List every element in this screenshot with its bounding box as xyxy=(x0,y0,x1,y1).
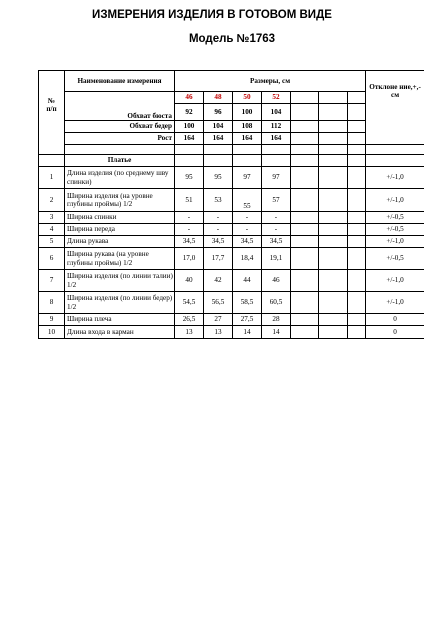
value-cell: 40 xyxy=(175,270,204,292)
row-number: 4 xyxy=(39,224,65,236)
value-cell: 55 xyxy=(233,189,262,212)
deviation-cell: +/-0,5 xyxy=(366,212,424,224)
measurement-name: Ширина изделия (по линии талии) 1/2 xyxy=(65,270,175,292)
value-cell: 28 xyxy=(262,314,291,326)
value-cell: 17,0 xyxy=(175,248,204,270)
table-row xyxy=(39,212,424,224)
measurement-name: Ширина рукава (на уровне глубины проймы) 1/2 xyxy=(65,248,175,270)
row-number: 3 xyxy=(39,212,65,224)
measurement-name: Ширина спинки xyxy=(65,212,175,224)
value-cell: - xyxy=(204,224,233,236)
height-value: 164 xyxy=(175,133,204,145)
table-row xyxy=(39,326,424,339)
table-row xyxy=(39,224,424,236)
hip-value: 104 xyxy=(204,121,233,133)
value-cell: - xyxy=(175,212,204,224)
deviation-cell: +/-0,5 xyxy=(366,248,424,270)
value-cell: 13 xyxy=(204,326,233,339)
deviation-cell: 0 xyxy=(366,314,424,326)
value-cell: 17,7 xyxy=(204,248,233,270)
value-cell: 27,5 xyxy=(233,314,262,326)
deviation-cell: +/-1,0 xyxy=(366,189,424,212)
value-cell: 57 xyxy=(262,189,291,212)
table-row xyxy=(39,292,424,314)
bust-value: 104 xyxy=(262,104,291,121)
deviation-cell: +/-1,0 xyxy=(366,167,424,189)
table-row xyxy=(39,189,424,212)
value-cell: 14 xyxy=(262,326,291,339)
row-number: 1 xyxy=(39,167,65,189)
value-cell: 51 xyxy=(175,189,204,212)
row-number: 10 xyxy=(39,326,65,339)
measurement-name: Длина изделия (по среднему шву спинки) xyxy=(65,167,175,189)
number-column-header: № п/п xyxy=(39,71,65,155)
deviation-cell: +/-0,5 xyxy=(366,224,424,236)
bust-label: Обхват бюста xyxy=(65,92,175,121)
header-row xyxy=(39,71,424,92)
size-46: 46 xyxy=(175,92,204,104)
deviation-cell: +/-1,0 xyxy=(366,292,424,314)
blank-row xyxy=(39,145,424,155)
bust-value: 92 xyxy=(175,104,204,121)
size-48: 48 xyxy=(204,92,233,104)
value-cell: 44 xyxy=(233,270,262,292)
deviation-cell: +/-1,0 xyxy=(366,236,424,248)
measurement-name: Ширина плеча xyxy=(65,314,175,326)
table-row xyxy=(39,167,424,189)
size-50: 50 xyxy=(233,92,262,104)
value-cell: 97 xyxy=(262,167,291,189)
bust-value: 96 xyxy=(204,104,233,121)
value-cell: 34,5 xyxy=(175,236,204,248)
measurement-name: Длина рукава xyxy=(65,236,175,248)
document-title: ИЗМЕРЕНИЯ ИЗДЕЛИЯ В ГОТОВОМ ВИДЕ xyxy=(92,9,332,21)
value-cell: 54,5 xyxy=(175,292,204,314)
height-value: 164 xyxy=(204,133,233,145)
bust-value: 100 xyxy=(233,104,262,121)
height-value: 164 xyxy=(262,133,291,145)
value-cell: 34,5 xyxy=(262,236,291,248)
hip-value: 108 xyxy=(233,121,262,133)
value-cell: 58,5 xyxy=(233,292,262,314)
value-cell: 27 xyxy=(204,314,233,326)
value-cell: - xyxy=(262,212,291,224)
measurement-name: Ширина переда xyxy=(65,224,175,236)
table-row xyxy=(39,270,424,292)
value-cell: 19,1 xyxy=(262,248,291,270)
value-cell: - xyxy=(262,224,291,236)
hip-label: Обхват бедер xyxy=(65,121,175,133)
value-cell: - xyxy=(233,212,262,224)
value-cell: - xyxy=(204,212,233,224)
value-cell: 18,4 xyxy=(233,248,262,270)
value-cell: 14 xyxy=(233,326,262,339)
sizes-header: Размеры, см xyxy=(175,71,366,92)
value-cell: 53 xyxy=(204,189,233,212)
height-label: Рост xyxy=(65,133,175,145)
table-row xyxy=(39,236,424,248)
row-number: 6 xyxy=(39,248,65,270)
row-number: 5 xyxy=(39,236,65,248)
value-cell: 34,5 xyxy=(233,236,262,248)
height-value: 164 xyxy=(233,133,262,145)
value-cell: 95 xyxy=(204,167,233,189)
section-row xyxy=(39,155,424,167)
value-cell: 13 xyxy=(175,326,204,339)
table-row xyxy=(39,248,424,270)
measurement-name: Ширина изделия (по линии бедер) 1/2 xyxy=(65,292,175,314)
value-cell: 56,5 xyxy=(204,292,233,314)
measurement-name-header: Наименование измерения xyxy=(65,71,175,92)
value-cell: 46 xyxy=(262,270,291,292)
size-52: 52 xyxy=(262,92,291,104)
value-cell: - xyxy=(233,224,262,236)
measurement-name: Ширина изделия (на уровне глубины проймы) 1/2 xyxy=(65,189,175,212)
value-cell: 95 xyxy=(175,167,204,189)
row-number: 7 xyxy=(39,270,65,292)
value-cell: - xyxy=(175,224,204,236)
value-cell: 26,5 xyxy=(175,314,204,326)
hip-value: 100 xyxy=(175,121,204,133)
measurement-name: Длина входа в карман xyxy=(65,326,175,339)
model-number: Модель №1763 xyxy=(188,33,276,45)
measurements-table xyxy=(38,70,424,339)
deviation-cell: 0 xyxy=(366,326,424,339)
value-cell: 60,5 xyxy=(262,292,291,314)
value-cell: 34,5 xyxy=(204,236,233,248)
section-title: Платье xyxy=(65,155,175,167)
value-cell: 97 xyxy=(233,167,262,189)
value-cell: 42 xyxy=(204,270,233,292)
deviation-header: Отклоне ние,+,- см xyxy=(366,71,424,145)
row-number: 8 xyxy=(39,292,65,314)
hip-value: 112 xyxy=(262,121,291,133)
deviation-cell: +/-1,0 xyxy=(366,270,424,292)
table-row xyxy=(39,314,424,326)
row-number: 9 xyxy=(39,314,65,326)
row-number: 2 xyxy=(39,189,65,212)
